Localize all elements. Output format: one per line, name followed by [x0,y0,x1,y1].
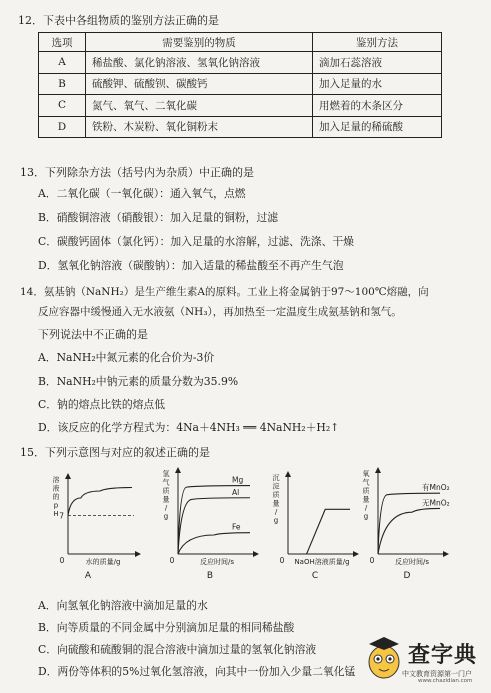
origin-label: 0 [59,556,65,565]
y-axis-label: 气 [162,478,170,487]
y-axis-label: 氢 [162,470,170,478]
y-axis-label: 液 [52,484,60,493]
table-cell: 用燃着的木条区分 [313,95,442,117]
series-label: 有MnO₂ [422,483,450,493]
table-row [39,116,442,138]
x-axis-label: 水的质量/g [85,558,121,566]
y-axis-label: 淀 [272,482,280,491]
y-axis-label: g [273,516,279,525]
table-cell: 稀盐酸、氯化钠溶液、氢氧化钠溶液 [86,52,313,74]
q12-stem: 12．下表中各组物质的鉴别方法正确的是 [18,14,219,27]
q15-charts [36,462,466,582]
series-line [68,488,132,516]
series-label: 无MnO₂ [422,498,450,508]
y-axis-label: 质 [272,491,280,499]
series-label: Mg [232,475,244,485]
table-header-row [39,33,442,52]
table-cell: B [39,73,86,95]
y-axis-label: 量 [272,499,280,508]
series-label: Al [232,487,240,497]
y-tick-label: 7 [59,511,64,521]
origin-label: 0 [369,556,375,565]
y-axis-label: / [164,504,168,512]
chart-letter-label: C [311,571,319,581]
y-axis-label: 质 [362,487,370,495]
y-axis-label: 氧 [362,470,370,478]
series-line [378,508,440,554]
y-axis-label: H [53,510,59,518]
q13-stem: 13．下列除杂方法（括号内为杂质）中正确的是 [20,166,254,179]
table-cell: C [39,95,86,117]
series-line [178,533,250,554]
q15-option-d: D．两份等体积的5%过氧化氢溶液，向其中一份加入少量二氧化锰 [38,665,356,678]
table-row [39,73,442,95]
table-cell: 硫酸钾、硫酸钡、碳酸钙 [86,73,313,95]
q14-stem-line3: 下列说法中不正确的是 [38,328,148,341]
q14-option-c: C．钠的熔点比铁的熔点低 [38,398,166,411]
table-cell: A [39,52,86,74]
q13-option-b: B．硝酸铜溶液（硝酸银）：加入足量的铜粉，过滤 [38,211,279,224]
q14-option-d: D．该反应的化学方程式为：4Na＋4NH₃ ══ 4NaNH₂＋H₂↑ [38,421,340,434]
q15-option-c: C．向硫酸和硫酸铜的混合溶液中滴加过量的氢氧化钠溶液 [38,643,317,656]
series-label: Fe [232,522,241,532]
q14-option-b: B．NaNH₂中钠元素的质量分数为35.9% [38,375,239,388]
q13-option-a: A．二氧化碳（一氧化碳）：通入氧气，点燃 [38,187,246,200]
q15-option-b: B．向等质量的不同金属中分别滴加足量的相同稀盐酸 [38,621,295,634]
q15-option-a: A．向氢氧化钠溶液中滴加足量的水 [38,599,208,612]
y-axis-label: 量 [362,495,370,504]
table-cell: 滴加石蕊溶液 [313,52,442,74]
chazidian-logo [362,630,487,688]
y-axis-label: g [363,512,369,521]
x-axis-label: 反应时间/s [199,558,235,566]
y-axis-label: 量 [162,495,170,504]
y-axis-label: 溶 [52,476,60,484]
x-axis-label: 反应时间/s [394,558,430,566]
table-cell: 氮气、氧气、二氧化碳 [86,95,313,117]
q13-option-c: C．碳酸钙固体（氯化钙）：加入足量的水溶解，过滤、洗涤、干燥 [38,235,354,248]
y-axis-label: 气 [362,478,370,487]
q14-stem-line2: 反应容器中缓慢通入无水液氨（NH₃），再加热至一定温度生成氨基钠和氢气。 [38,306,402,318]
logo-subtitle: 中文教育资源第一门户 [402,670,472,678]
y-axis-label: g [163,512,169,521]
q13-option-d: D．氢氧化钠溶液（碳酸钠）：加入适量的稀盐酸至不再产生气泡 [38,259,344,272]
y-axis-label: 沉 [272,474,280,482]
origin-label: 0 [169,556,175,565]
q12-table [38,32,442,138]
table-cell: 加入足量的稀硫酸 [313,116,442,138]
y-axis-label: p [53,501,59,510]
q14-option-a: A．NaNH₂中氮元素的化合价为-3价 [38,351,215,364]
y-axis-label: / [364,504,368,512]
table-header-cell: 鉴别方法 [313,33,442,52]
table-cell: D [39,116,86,138]
x-axis-label: NaOH溶液质量/g [294,558,350,566]
q14-stem-line1: 14．氨基钠（NaNH₂）是生产维生素A的原料。工业上将金属钠于97～100℃熔融，向 [20,286,429,298]
table-cell: 铁粉、木炭粉、氧化铜粉末 [86,116,313,138]
y-axis-label: 质 [162,487,170,495]
table-row [39,52,442,74]
table-cell: 加入足量的水 [313,73,442,95]
series-line [288,509,350,554]
logo-title: 查字典 [408,643,478,668]
y-axis-label: 的 [52,493,60,501]
origin-label: 0 [279,556,285,565]
table-header-cell: 需要鉴别的物质 [86,33,313,52]
table-row [39,95,442,117]
q15-stem: 15．下列示意图与对应的叙述正确的是 [20,446,210,459]
chart-letter-label: B [206,571,214,581]
table-header-cell: 选项 [39,33,86,52]
y-axis-label: / [274,508,278,516]
mascot-icon [364,632,404,682]
chart-letter-label: A [84,571,92,581]
logo-url: www.chazidian.com [418,678,473,684]
chart-letter-label: D [403,571,411,581]
